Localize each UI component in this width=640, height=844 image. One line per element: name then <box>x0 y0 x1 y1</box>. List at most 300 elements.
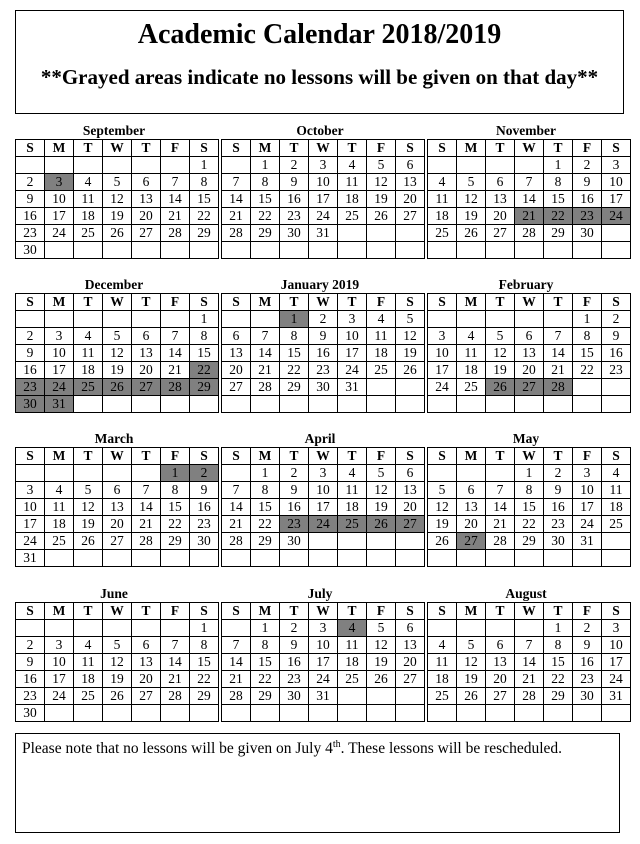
day-cell: 15 <box>544 191 573 208</box>
day-cell: 1 <box>190 157 219 174</box>
empty-cell <box>428 550 457 567</box>
empty-cell <box>161 550 190 567</box>
day-cell: 6 <box>396 465 425 482</box>
day-cell: 11 <box>428 191 457 208</box>
day-cell-no-lesson: 3 <box>45 174 74 191</box>
empty-cell <box>544 396 573 413</box>
day-cell: 3 <box>45 637 74 654</box>
week-row <box>428 345 631 362</box>
day-cell: 27 <box>103 533 132 550</box>
day-cell-no-lesson: 29 <box>190 379 219 396</box>
day-cell: 12 <box>103 191 132 208</box>
day-cell: 25 <box>338 208 367 225</box>
day-cell: 15 <box>544 654 573 671</box>
weekday-header: W <box>309 603 338 620</box>
empty-cell <box>161 242 190 259</box>
day-cell: 23 <box>16 688 45 705</box>
day-cell: 14 <box>544 345 573 362</box>
day-cell: 22 <box>573 362 602 379</box>
empty-cell <box>45 550 74 567</box>
empty-cell <box>280 242 309 259</box>
week-row <box>16 705 219 722</box>
day-cell: 30 <box>16 242 45 259</box>
weekday-header: F <box>573 294 602 311</box>
day-cell: 12 <box>457 191 486 208</box>
day-cell: 8 <box>190 637 219 654</box>
day-cell: 15 <box>515 499 544 516</box>
day-cell: 1 <box>251 157 280 174</box>
week-row <box>16 516 219 533</box>
week-row <box>222 311 425 328</box>
week-row <box>428 328 631 345</box>
empty-cell <box>251 242 280 259</box>
week-row <box>222 482 425 499</box>
day-cell-no-lesson: 26 <box>486 379 515 396</box>
day-cell: 27 <box>222 379 251 396</box>
empty-cell <box>103 242 132 259</box>
day-cell: 5 <box>396 311 425 328</box>
day-cell: 14 <box>222 654 251 671</box>
day-cell: 21 <box>161 362 190 379</box>
empty-cell <box>428 242 457 259</box>
weekday-header: F <box>367 140 396 157</box>
day-cell: 1 <box>190 311 219 328</box>
empty-cell <box>544 705 573 722</box>
day-cell: 13 <box>486 654 515 671</box>
day-cell: 4 <box>338 157 367 174</box>
day-cell: 4 <box>428 174 457 191</box>
day-cell: 16 <box>280 499 309 516</box>
empty-cell <box>222 396 251 413</box>
empty-cell <box>251 550 280 567</box>
week-row <box>16 533 219 550</box>
weekday-header: M <box>457 140 486 157</box>
day-cell: 13 <box>396 174 425 191</box>
week-row <box>222 654 425 671</box>
day-cell: 22 <box>544 671 573 688</box>
week-row <box>222 465 425 482</box>
week-row <box>222 688 425 705</box>
day-cell: 19 <box>396 345 425 362</box>
day-cell: 4 <box>74 637 103 654</box>
day-cell-no-lesson: 27 <box>132 379 161 396</box>
day-cell-no-lesson: 27 <box>396 516 425 533</box>
weekday-header-row <box>222 448 425 465</box>
weekday-header: S <box>16 294 45 311</box>
day-cell: 2 <box>280 465 309 482</box>
day-cell: 11 <box>74 654 103 671</box>
empty-cell <box>367 533 396 550</box>
page-subtitle: **Grayed areas indicate no lessons will be given on that day** <box>40 65 599 89</box>
day-cell: 10 <box>309 174 338 191</box>
empty-cell <box>280 396 309 413</box>
day-cell: 6 <box>132 174 161 191</box>
day-cell: 11 <box>45 499 74 516</box>
weekday-header: T <box>74 294 103 311</box>
weekday-header: T <box>132 603 161 620</box>
day-cell: 11 <box>367 328 396 345</box>
day-cell: 17 <box>602 191 631 208</box>
day-cell: 27 <box>486 688 515 705</box>
weekday-header: S <box>222 140 251 157</box>
note-text-end: . These lessons will be rescheduled. <box>340 740 563 757</box>
month-grid <box>221 447 425 567</box>
weekday-header: S <box>428 140 457 157</box>
day-cell: 9 <box>602 328 631 345</box>
empty-cell <box>103 620 132 637</box>
week-row <box>16 688 219 705</box>
empty-cell <box>486 242 515 259</box>
empty-cell <box>338 225 367 242</box>
weekday-header: T <box>486 448 515 465</box>
day-cell: 7 <box>161 637 190 654</box>
day-cell: 3 <box>309 620 338 637</box>
empty-cell <box>428 311 457 328</box>
day-cell: 10 <box>602 637 631 654</box>
day-cell: 29 <box>190 688 219 705</box>
empty-cell <box>251 705 280 722</box>
week-row <box>222 208 425 225</box>
day-cell: 26 <box>103 688 132 705</box>
day-cell-no-lesson: 22 <box>190 362 219 379</box>
empty-cell <box>544 242 573 259</box>
day-cell: 8 <box>251 482 280 499</box>
day-cell: 24 <box>573 516 602 533</box>
month-name: September <box>82 123 146 138</box>
day-cell: 7 <box>161 328 190 345</box>
day-cell: 26 <box>367 208 396 225</box>
day-cell: 19 <box>428 516 457 533</box>
empty-cell <box>103 550 132 567</box>
weekday-header: T <box>338 140 367 157</box>
empty-cell <box>74 396 103 413</box>
day-cell: 14 <box>251 345 280 362</box>
weekday-header: T <box>280 294 309 311</box>
day-cell: 22 <box>251 208 280 225</box>
empty-cell <box>428 620 457 637</box>
weekday-header: F <box>573 603 602 620</box>
day-cell: 30 <box>573 688 602 705</box>
day-cell: 27 <box>396 208 425 225</box>
day-cell: 4 <box>338 465 367 482</box>
day-cell: 7 <box>544 328 573 345</box>
day-cell: 5 <box>486 328 515 345</box>
weekday-header: S <box>16 603 45 620</box>
day-cell: 18 <box>74 671 103 688</box>
day-cell: 31 <box>602 688 631 705</box>
week-row <box>428 157 631 174</box>
weekday-header: M <box>251 448 280 465</box>
day-cell: 16 <box>573 191 602 208</box>
weekday-header: F <box>367 448 396 465</box>
empty-cell <box>457 242 486 259</box>
empty-cell <box>309 242 338 259</box>
day-cell: 30 <box>190 533 219 550</box>
empty-cell <box>222 620 251 637</box>
day-cell: 31 <box>338 379 367 396</box>
empty-cell <box>396 396 425 413</box>
week-row <box>222 157 425 174</box>
day-cell: 8 <box>161 482 190 499</box>
weekday-header: S <box>190 140 219 157</box>
weekday-header: W <box>103 448 132 465</box>
empty-cell <box>161 157 190 174</box>
week-row <box>222 671 425 688</box>
weekday-header: S <box>396 294 425 311</box>
day-cell-no-lesson: 27 <box>515 379 544 396</box>
weekday-header: W <box>309 294 338 311</box>
header-box <box>15 10 624 114</box>
day-cell: 8 <box>573 328 602 345</box>
empty-cell <box>103 157 132 174</box>
empty-cell <box>222 157 251 174</box>
day-cell: 10 <box>573 482 602 499</box>
empty-cell <box>132 620 161 637</box>
week-row <box>222 550 425 567</box>
empty-cell <box>45 705 74 722</box>
empty-cell <box>338 705 367 722</box>
day-cell: 20 <box>103 516 132 533</box>
day-cell: 12 <box>367 482 396 499</box>
day-cell: 21 <box>486 516 515 533</box>
weekday-header: T <box>74 448 103 465</box>
month-grid <box>221 293 425 413</box>
day-cell: 1 <box>573 311 602 328</box>
day-cell: 10 <box>428 345 457 362</box>
day-cell: 16 <box>573 654 602 671</box>
day-cell: 29 <box>161 533 190 550</box>
day-cell: 28 <box>515 688 544 705</box>
weekday-header-row <box>428 448 631 465</box>
empty-cell <box>251 311 280 328</box>
week-row <box>16 654 219 671</box>
weekday-header-row <box>428 140 631 157</box>
weekday-header: M <box>457 448 486 465</box>
empty-cell <box>74 550 103 567</box>
day-cell: 15 <box>251 191 280 208</box>
day-cell: 24 <box>45 225 74 242</box>
week-row <box>16 191 219 208</box>
week-row <box>428 620 631 637</box>
month-name: November <box>496 123 556 138</box>
weekday-header: T <box>486 603 515 620</box>
week-row <box>16 225 219 242</box>
empty-cell <box>544 311 573 328</box>
weekday-header: S <box>602 603 631 620</box>
empty-cell <box>338 688 367 705</box>
empty-cell <box>367 550 396 567</box>
empty-cell <box>74 242 103 259</box>
weekday-header: S <box>16 448 45 465</box>
empty-cell <box>16 620 45 637</box>
day-cell: 15 <box>190 191 219 208</box>
day-cell: 15 <box>190 654 219 671</box>
empty-cell <box>544 550 573 567</box>
day-cell: 1 <box>515 465 544 482</box>
weekday-header: F <box>161 448 190 465</box>
day-cell: 24 <box>45 688 74 705</box>
day-cell-no-lesson: 21 <box>515 208 544 225</box>
month-grid <box>427 293 631 413</box>
month-name: April <box>304 431 336 446</box>
day-cell: 18 <box>45 516 74 533</box>
day-cell: 11 <box>457 345 486 362</box>
day-cell: 9 <box>573 174 602 191</box>
day-cell: 25 <box>428 688 457 705</box>
week-row <box>222 225 425 242</box>
weekday-header: S <box>190 448 219 465</box>
empty-cell <box>486 396 515 413</box>
week-row <box>428 379 631 396</box>
day-cell-no-lesson: 24 <box>602 208 631 225</box>
day-cell: 17 <box>45 671 74 688</box>
week-row <box>428 516 631 533</box>
week-row <box>428 208 631 225</box>
empty-cell <box>309 396 338 413</box>
empty-cell <box>396 242 425 259</box>
weekday-header: T <box>280 140 309 157</box>
day-cell: 7 <box>132 482 161 499</box>
day-cell: 23 <box>280 208 309 225</box>
day-cell: 26 <box>396 362 425 379</box>
day-cell: 12 <box>367 637 396 654</box>
empty-cell <box>132 465 161 482</box>
week-row <box>222 620 425 637</box>
empty-cell <box>367 225 396 242</box>
day-cell: 17 <box>309 654 338 671</box>
day-cell: 28 <box>515 225 544 242</box>
empty-cell <box>132 311 161 328</box>
day-cell: 17 <box>573 499 602 516</box>
weekday-header-row <box>222 294 425 311</box>
empty-cell <box>428 157 457 174</box>
day-cell: 8 <box>251 637 280 654</box>
day-cell: 19 <box>457 671 486 688</box>
day-cell: 4 <box>602 465 631 482</box>
month-name: June <box>100 586 128 601</box>
day-cell: 26 <box>457 688 486 705</box>
weekday-header: S <box>222 448 251 465</box>
empty-cell <box>132 550 161 567</box>
month-name: July <box>307 586 333 601</box>
day-cell: 31 <box>573 533 602 550</box>
day-cell: 5 <box>103 328 132 345</box>
week-row <box>428 499 631 516</box>
day-cell-no-lesson: 24 <box>309 516 338 533</box>
weekday-header: T <box>132 294 161 311</box>
day-cell: 26 <box>367 671 396 688</box>
month-grid <box>15 602 219 722</box>
empty-cell <box>103 311 132 328</box>
day-cell: 15 <box>251 654 280 671</box>
day-cell: 3 <box>309 465 338 482</box>
day-cell: 28 <box>161 688 190 705</box>
day-cell: 25 <box>74 225 103 242</box>
empty-cell <box>457 620 486 637</box>
week-row <box>428 242 631 259</box>
day-cell: 30 <box>280 688 309 705</box>
empty-cell <box>486 157 515 174</box>
weekday-header: S <box>396 448 425 465</box>
week-row <box>222 379 425 396</box>
day-cell: 8 <box>251 174 280 191</box>
day-cell: 11 <box>602 482 631 499</box>
empty-cell <box>132 396 161 413</box>
empty-cell <box>457 465 486 482</box>
weekday-header: F <box>573 448 602 465</box>
week-row <box>428 396 631 413</box>
weekday-header: T <box>338 294 367 311</box>
day-cell: 19 <box>103 671 132 688</box>
week-row <box>222 499 425 516</box>
day-cell: 12 <box>103 654 132 671</box>
day-cell: 25 <box>367 362 396 379</box>
empty-cell <box>132 157 161 174</box>
week-row <box>16 362 219 379</box>
day-cell: 14 <box>161 191 190 208</box>
weekday-header: S <box>16 140 45 157</box>
day-cell: 1 <box>544 620 573 637</box>
weekday-header: S <box>222 603 251 620</box>
day-cell: 15 <box>190 345 219 362</box>
day-cell: 20 <box>486 671 515 688</box>
day-cell: 23 <box>280 671 309 688</box>
week-row <box>222 516 425 533</box>
day-cell: 30 <box>544 533 573 550</box>
day-cell: 25 <box>602 516 631 533</box>
day-cell: 31 <box>16 550 45 567</box>
day-cell: 14 <box>222 191 251 208</box>
month-grid <box>221 602 425 722</box>
day-cell: 17 <box>338 345 367 362</box>
week-row <box>16 465 219 482</box>
weekday-header: F <box>573 140 602 157</box>
day-cell: 16 <box>544 499 573 516</box>
day-cell: 10 <box>602 174 631 191</box>
weekday-header-row <box>428 603 631 620</box>
empty-cell <box>486 465 515 482</box>
week-row <box>428 311 631 328</box>
day-cell: 18 <box>457 362 486 379</box>
day-cell: 14 <box>161 654 190 671</box>
day-cell: 19 <box>103 362 132 379</box>
weekday-header: M <box>45 140 74 157</box>
day-cell: 18 <box>367 345 396 362</box>
weekday-header: F <box>161 603 190 620</box>
day-cell: 16 <box>190 499 219 516</box>
weekday-header: S <box>602 448 631 465</box>
day-cell: 19 <box>367 654 396 671</box>
weekday-header: S <box>602 294 631 311</box>
week-row <box>16 482 219 499</box>
empty-cell <box>309 533 338 550</box>
day-cell-no-lesson: 30 <box>16 396 45 413</box>
weekday-header: W <box>515 140 544 157</box>
day-cell: 21 <box>544 362 573 379</box>
weekday-header: W <box>103 140 132 157</box>
day-cell: 2 <box>573 620 602 637</box>
week-row <box>16 311 219 328</box>
day-cell: 28 <box>222 533 251 550</box>
day-cell: 18 <box>428 671 457 688</box>
empty-cell <box>457 396 486 413</box>
week-row <box>428 465 631 482</box>
day-cell: 22 <box>161 516 190 533</box>
weekday-header: M <box>457 603 486 620</box>
day-cell: 8 <box>544 637 573 654</box>
weekday-header: S <box>602 140 631 157</box>
day-cell: 14 <box>515 654 544 671</box>
